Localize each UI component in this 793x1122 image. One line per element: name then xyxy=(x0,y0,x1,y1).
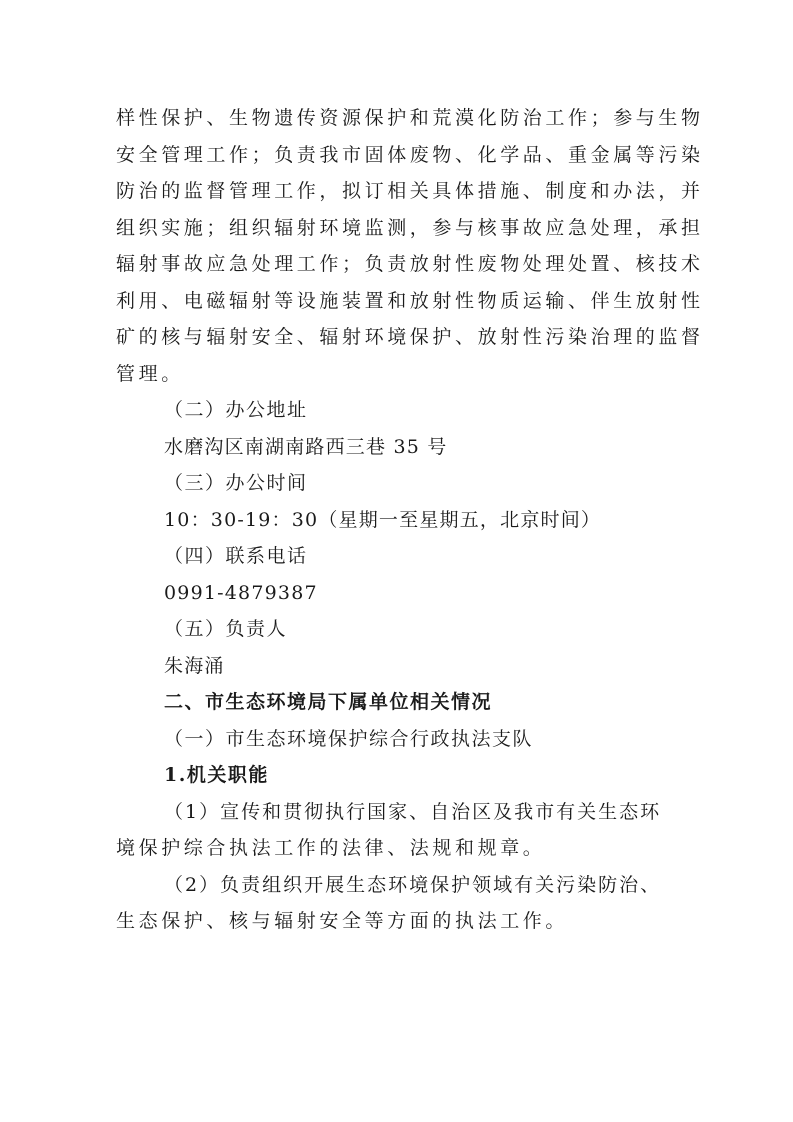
office-hours: 10：30-19：30（星期一至星期五，北京时间） xyxy=(164,508,602,531)
paragraph-line: 样性保护、生物遗传资源保护和荒漠化防治工作；参与生物 xyxy=(116,107,704,129)
document-body xyxy=(116,100,704,940)
paragraph-line: 安全管理工作；负责我市固体废物、化学品、重金属等污染 xyxy=(116,143,704,166)
office-address-heading: （二）办公地址 xyxy=(164,399,308,421)
paragraph-line: 防治的监督管理工作，拟订相关具体措施、制度和办法，并 xyxy=(116,180,704,202)
person-name: 朱海涌 xyxy=(164,654,225,677)
phone-heading: （四）联系电话 xyxy=(164,545,308,567)
subsection-heading: （一）市生态环境保护综合行政执法支队 xyxy=(164,727,534,750)
item-2-line-1: （2）负责组织开展生态环境保护领域有关污染防治、 xyxy=(164,873,662,896)
item-2-line-2: 生态保护、核与辐射安全等方面的执法工作。 xyxy=(116,910,569,932)
section-heading: 二、市生态环境局下属单位相关情况 xyxy=(164,691,493,713)
person-heading: （五）负责人 xyxy=(164,618,288,640)
item-1-line-2: 境保护综合执法工作的法律、法规和规章。 xyxy=(116,837,546,859)
phone-number: 0991-4879387 xyxy=(164,581,318,604)
office-address: 水磨沟区南湖南路西三巷 35 号 xyxy=(164,435,448,458)
paragraph-line: 组织实施；组织辐射环境监测，参与核事故应急处理，承担 xyxy=(116,216,704,239)
item-1-line-1: （1）宣传和贯彻执行国家、自治区及我市有关生态环 xyxy=(164,800,662,823)
paragraph-line: 利用、电磁辐射等设施装置和放射性物质运输、伴生放射性 xyxy=(116,289,704,312)
functions-heading: 1.机关职能 xyxy=(164,764,269,786)
paragraph-line: 管理。 xyxy=(116,362,184,385)
paragraph-line: 矿的核与辐射安全、辐射环境保护、放射性污染治理的监督 xyxy=(116,326,704,348)
office-hours-heading: （三）办公时间 xyxy=(164,472,308,494)
paragraph-line: 辐射事故应急处理工作；负责放射性废物处理处置、核技术 xyxy=(116,253,704,275)
